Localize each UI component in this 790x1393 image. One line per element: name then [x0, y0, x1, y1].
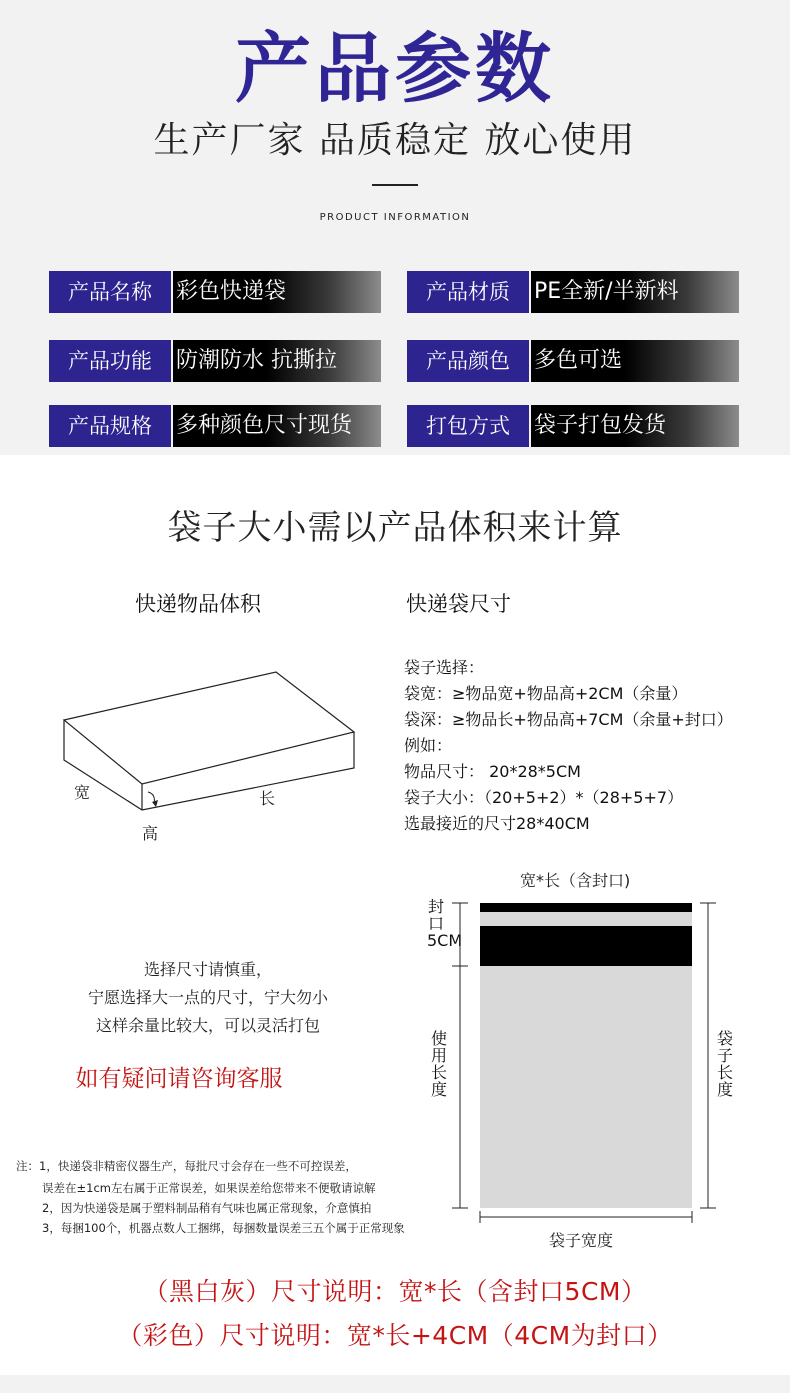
bag-length-label: 袋子长度 [716, 1029, 733, 1099]
fine-print-line: 误差在±1cm左右属于正常误差，如果误差给您带来不便敬请谅解 [42, 1181, 376, 1195]
size-note-color: （彩色）尺寸说明：宽*长+4CM（4CM为封口） [117, 1321, 673, 1350]
param-value: 彩色快递袋 [173, 271, 381, 313]
bag-width-label: 袋子宽度 [549, 1231, 614, 1250]
fine-print-line: 注：1，快递袋非精密仪器生产，每批尺寸会存在一些不可控误差， [16, 1159, 357, 1173]
note-line: 袋子大小：（20+5+2）*（28+5+7） [404, 788, 684, 807]
page-title: 产品参数 [235, 24, 555, 113]
left-column-title: 快递物品体积 [135, 592, 261, 616]
size-note-bw: （黑白灰）尺寸说明：宽*长（含封口5CM） [143, 1277, 647, 1306]
note-line: 袋子选择： [404, 658, 485, 677]
use-length-label: 使用长度 [430, 1029, 447, 1099]
divider [372, 184, 418, 186]
section-heading: 袋子大小需以产品体积来计算 [167, 508, 623, 548]
width-label: 宽 [74, 783, 91, 802]
param-row [407, 271, 739, 313]
box-illustration [60, 668, 360, 818]
footer-strip [0, 1375, 790, 1393]
length-label: 长 [259, 789, 276, 808]
right-column-title: 快递袋尺寸 [406, 592, 511, 616]
param-label: 产品规格 [49, 405, 171, 447]
param-row [49, 271, 381, 313]
param-label: 产品材质 [407, 271, 529, 313]
param-row [407, 405, 739, 447]
param-value: 袋子打包发货 [531, 405, 739, 447]
note-line: 物品尺寸： 20*28*5CM [404, 762, 581, 781]
english-caption: PRODUCT INFORMATION [319, 212, 471, 223]
seal-label: 封口5CM [427, 897, 463, 950]
param-row [49, 340, 381, 382]
param-label: 打包方式 [407, 405, 529, 447]
advice-line: 选择尺寸请慎重， [143, 960, 272, 979]
param-label: 产品功能 [49, 340, 171, 382]
param-row [49, 405, 381, 447]
advice-line: 这样余量比较大，可以灵活打包 [95, 1016, 320, 1035]
param-value: PE全新/半新料 [531, 271, 739, 313]
page-subtitle: 生产厂家 品质稳定 放心使用 [153, 120, 637, 161]
contact-text: 如有疑问请咨询客服 [75, 1066, 283, 1092]
param-label: 产品颜色 [407, 340, 529, 382]
note-line: 袋宽：≥物品宽+物品高+2CM（余量） [404, 684, 688, 703]
height-label: 高 [142, 824, 159, 843]
bag-diagram [440, 895, 740, 1230]
fine-print-line: 2，因为快递袋是属于塑料制品稍有气味也属正常现象，介意慎拍 [42, 1201, 372, 1215]
note-line: 选最接近的尺寸28*40CM [404, 814, 590, 833]
param-row [407, 340, 739, 382]
note-line: 袋深：≥物品长+物品高+7CM（余量+封口） [404, 710, 733, 729]
diagram-top-label: 宽*长（含封口) [520, 871, 631, 890]
fine-print-line: 3，每捆100个，机器点数人工捆绑，每捆数量误差三五个属于正常现象 [42, 1221, 405, 1235]
param-value: 防潮防水 抗撕拉 [173, 340, 381, 382]
param-value: 多色可选 [531, 340, 739, 382]
param-value: 多种颜色尺寸现货 [173, 405, 381, 447]
advice-line: 宁愿选择大一点的尺寸，宁大勿小 [87, 988, 328, 1007]
param-label: 产品名称 [49, 271, 171, 313]
note-line: 例如： [404, 736, 453, 755]
